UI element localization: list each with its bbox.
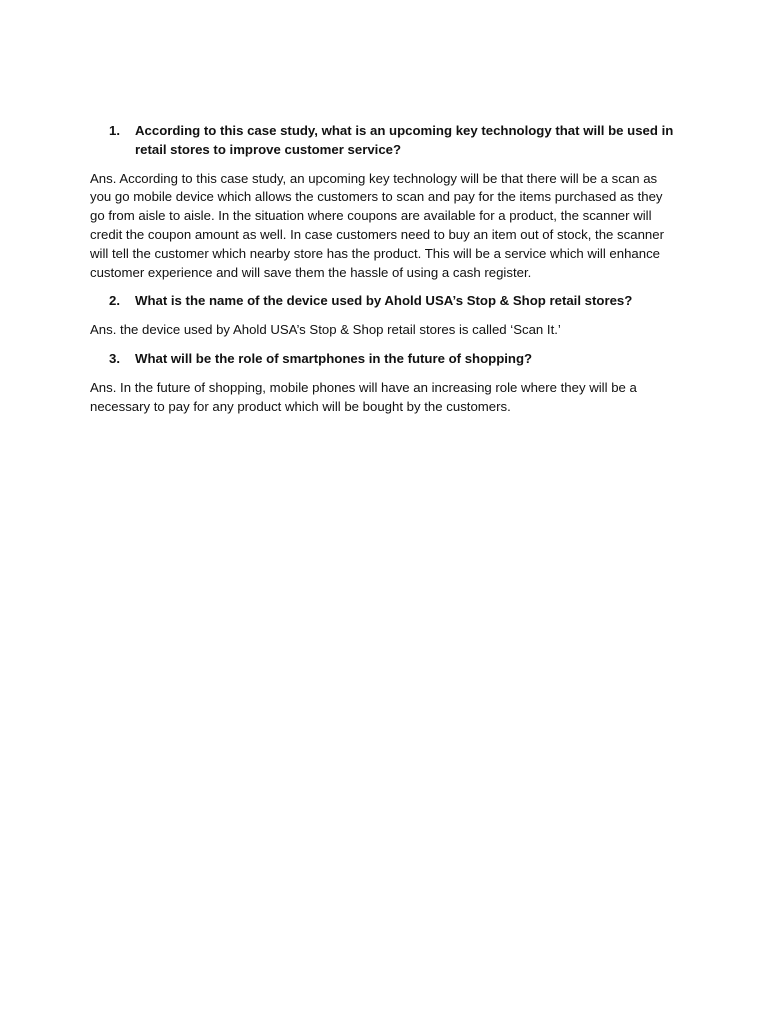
answer-3: Ans. In the future of shopping, mobile phones will have an increasing role where they will be a necessary to pay for any product which will be bought by the customers. — [90, 379, 637, 414]
question-text: What is the name of the device used by Ahold USA’s Stop & Shop retail stores? — [135, 293, 633, 309]
qa-item-2 — [90, 292, 676, 340]
question-number: 1. — [109, 123, 120, 138]
question-3 — [90, 350, 676, 369]
question-text: What will be the role of smartphones in the future of shopping? — [135, 350, 533, 366]
answer-2: Ans. the device used by Ahold USA’s Stop & Shop retail stores is called ‘Scan It.’ — [90, 322, 561, 338]
question-2 — [90, 292, 676, 311]
question-1 — [90, 122, 676, 160]
question-number: 2. — [109, 293, 120, 309]
question-number: 3. — [109, 350, 120, 366]
qa-item-3 — [90, 350, 676, 416]
qa-item-1 — [90, 122, 676, 282]
answer-1: Ans. According to this case study, an upcoming key technology will be that there will be a scan as you go mobile device which allows the customers to scan and pay for the items purchased as they go from aisle to aisle. In the situation where coupons are available for a product, the scanner will credit the coupon amount as well. In case customers need to buy an item out of stock, the scanner will tell the customer which nearby store has the product. This will be a service which will enhance customer experience and will save them the hassle of using a cash register. — [90, 170, 664, 280]
question-text: According to this case study, what is an upcoming key technology that will be used in retail stores to improve customer service? — [135, 123, 674, 157]
